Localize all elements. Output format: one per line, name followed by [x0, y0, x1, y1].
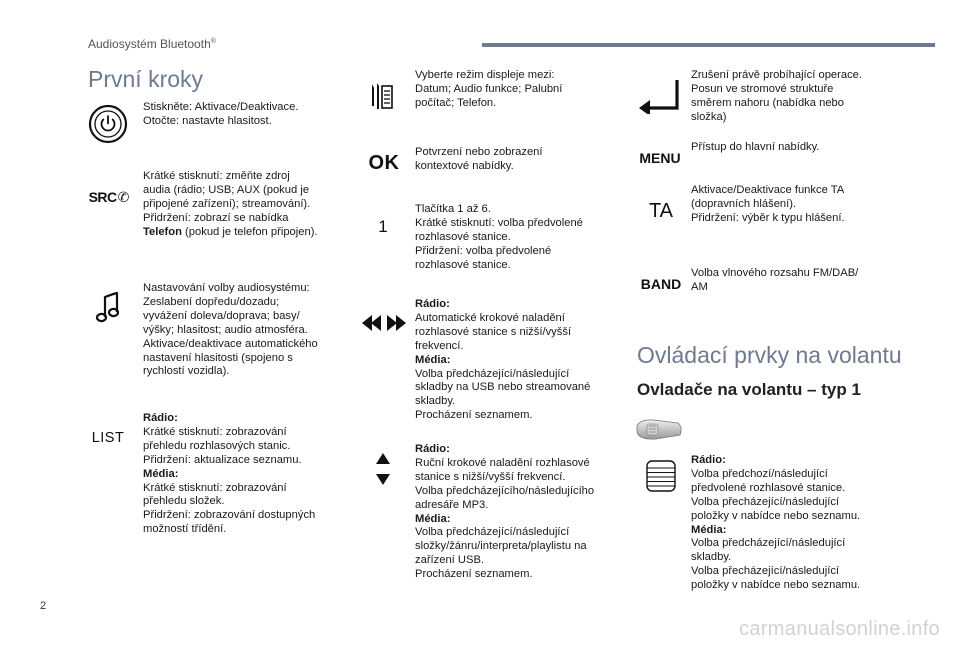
entry-power: Stiskněte: Aktivace/Deaktivace. Otočte: nastavte hlasitost.	[143, 101, 299, 127]
entry-up-down: Rádio: Ruční krokové naladění rozhlasové stanice s nižší/vyšší frekvencí. Volba předcházejícího/následujícího adresáře MP3. Média: Volba předcházející/následující složky/žánru/interpreta/playlistu na zařízení USB. Procházení seznamem.	[415, 443, 595, 581]
phone-handset-icon: ✆	[117, 188, 130, 205]
preset-number-icon: 1	[378, 217, 388, 236]
band-button-icon: BAND	[640, 276, 682, 292]
entry-seek: Rádio: Automatické krokové naladění rozhlasové stanice s nižší/vyšší frekvencí. Média: Volba předcházející/následující skladby na USB nebo streamované skladby. Procházení seznamem.	[415, 298, 591, 422]
section-title-first-steps: První kroky	[88, 66, 204, 92]
watermark: carmanualsonline.info	[739, 618, 940, 640]
src-phone-icon: SRC ✆	[88, 188, 130, 205]
page-number: 2	[40, 600, 47, 612]
seek-arrows-icon	[362, 312, 406, 334]
entry-presets: Tlačítka 1 až 6. Krátké stisknutí: volba předvolené rozhlasové stanice. Přidržení: volba předvolené rozhlasové stanice.	[415, 203, 583, 271]
entry-list: Rádio: Krátké stisknutí: zobrazování přehledu rozhlasových stanic. Přidržení: aktualizace seznamu. Média: Krátké stisknutí: zobrazování přehledu složek. Přidržení: zobrazování dostupných možností třídění.	[143, 412, 316, 536]
back-arrow-icon	[636, 76, 682, 116]
power-button-icon	[88, 104, 128, 144]
steering-control-stalk-icon	[634, 416, 684, 444]
up-down-arrows-icon	[374, 452, 392, 486]
entry-back: Zrušení právě probíhající operace. Posun ve stromové struktuře směrem nahoru (nabídka nebo složka)	[691, 69, 863, 123]
running-header: Audiosystém Bluetooth®	[88, 37, 216, 51]
entry-band: Volba vlnového rozsahu FM/DAB/ AM	[691, 267, 859, 293]
display-mode-icon	[369, 80, 395, 112]
entry-audio-settings: Nastavování volby audiosystému: Zeslabení dopředu/dozadu; vyvážení doleva/doprava; basy/ výšky; hlasitost; audio atmosféra. Aktivace/deaktivace automatického nastavení hlasitosti (spojeno s rychlostí vozidla).	[143, 282, 318, 378]
menu-button-icon: MENU	[639, 150, 681, 166]
music-note-icon	[94, 290, 122, 324]
entry-src: Krátké stisknutí: změňte zdroj audia (rádio; USB; AUX (pokud je připojené zařízení); streamování). Přidržení: zobrazí se nabídka Telefon (pokud je telefon připojen).	[143, 170, 318, 238]
subsection-title-type1: Ovladače na volantu – typ 1	[637, 380, 861, 399]
thumbwheel-icon	[645, 459, 677, 493]
traffic-announcement-icon: TA	[648, 199, 674, 222]
entry-menu: Přístup do hlavní nabídky.	[691, 141, 820, 153]
ok-button-icon: OK	[368, 151, 400, 174]
entry-ta: Aktivace/Deaktivace funkce TA (dopravních hlášení). Přidržení: výběr k typu hlášení.	[691, 184, 845, 224]
section-title-steering-controls: Ovládací prvky na volantu	[637, 342, 902, 368]
entry-steering-wheel-controls: Rádio: Volba předchozí/následující předvolené rozhlasové stanice. Volba přecházející/následující položky v nabídce nebo seznamu. Média: Volba předcházející/následující skladby. Volba přecházející/následující položky v nabídce nebo seznamu.	[691, 454, 861, 592]
entry-ok: Potvrzení nebo zobrazení kontextové nabídky.	[415, 146, 543, 172]
header-rule	[482, 43, 935, 47]
list-button-icon: LIST	[91, 430, 125, 446]
entry-display-mode: Vyberte režim displeje mezi: Datum; Audio funkce; Palubní počítač; Telefon.	[415, 69, 563, 109]
